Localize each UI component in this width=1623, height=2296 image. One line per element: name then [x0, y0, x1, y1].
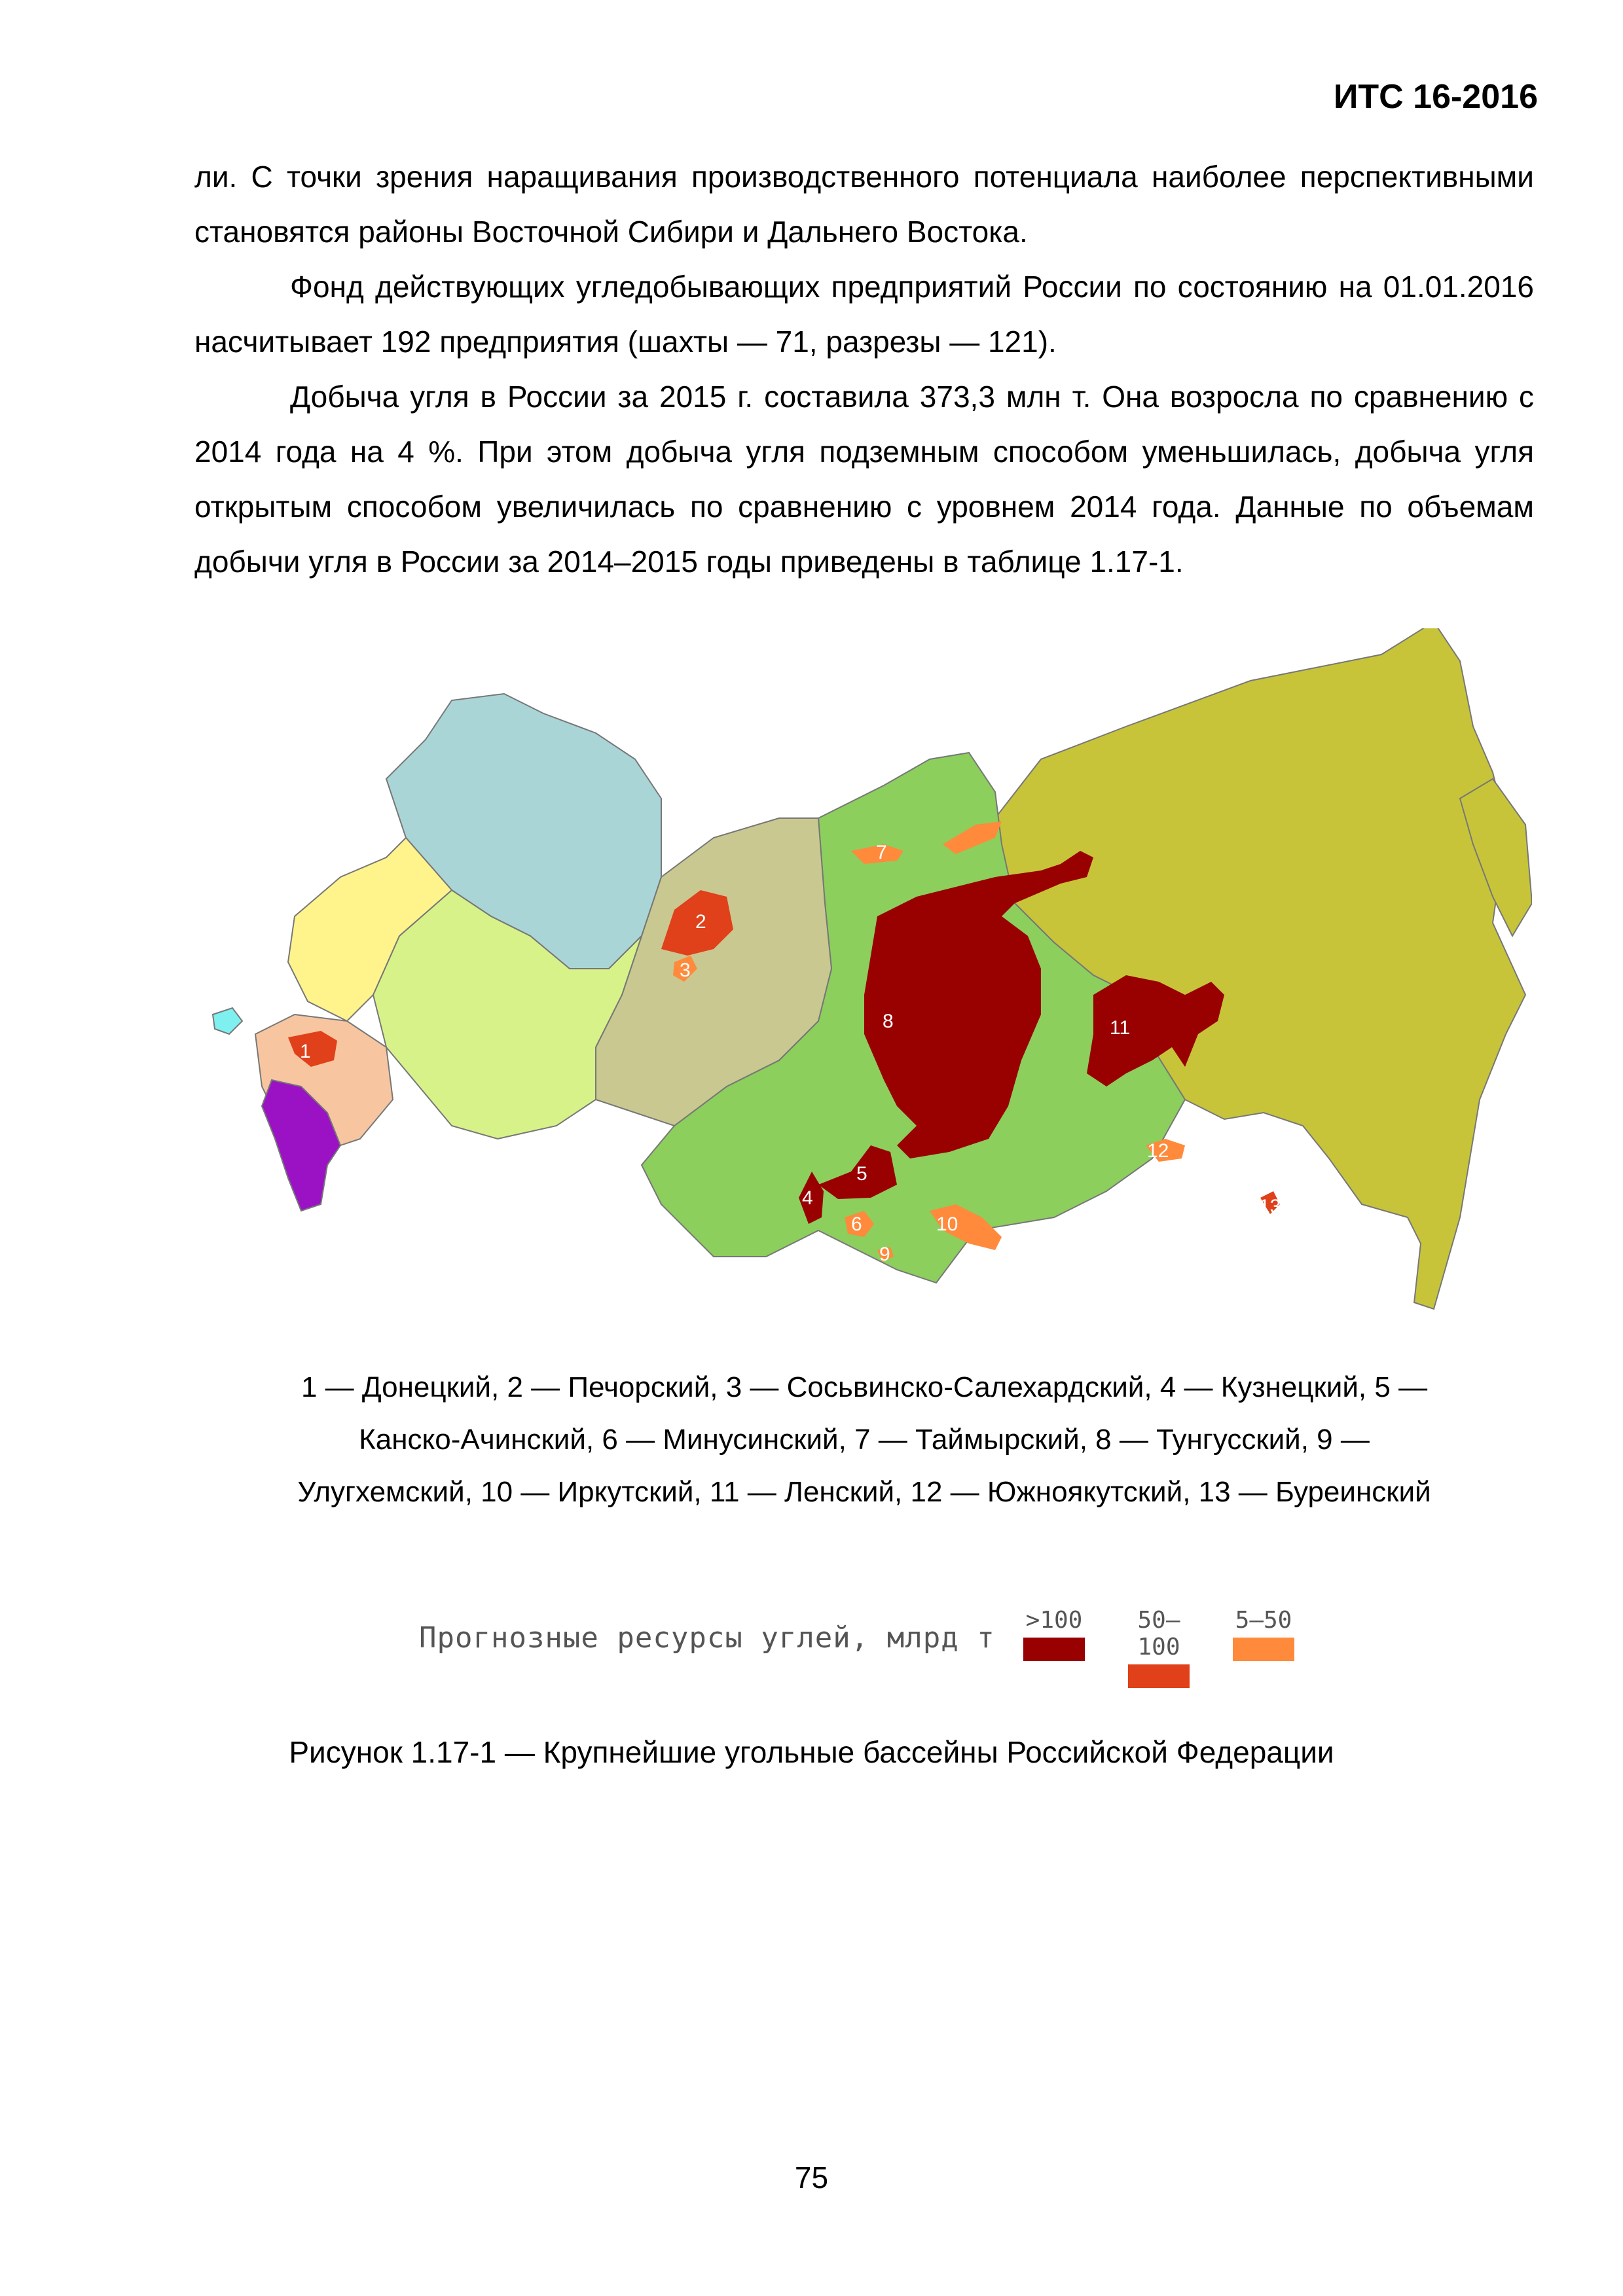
basin-label: 10 — [936, 1213, 958, 1235]
basin-label: 3 — [680, 960, 691, 981]
resource-legend — [419, 1607, 1414, 1672]
legend-label: 50–100 — [1137, 1607, 1180, 1660]
basin-label: 13 — [1259, 1196, 1281, 1217]
body-text — [194, 149, 1534, 589]
basin-label: 8 — [883, 1011, 894, 1032]
basin-label: 9 — [879, 1244, 890, 1265]
region-kaliningrad — [213, 1008, 242, 1034]
paragraph: Фонд действующих угледобывающих предприятий России по состоянию на 01.01.2016 насчитывает 192 предприятия (шахты — 71, разрезы — 121). — [194, 270, 1534, 359]
russia-coal-basins-map — [190, 628, 1532, 1335]
legend-item-5-50 — [1231, 1607, 1296, 1661]
legend-swatch — [1023, 1638, 1085, 1661]
basin-label: 12 — [1147, 1140, 1169, 1162]
legend-item-over-100 — [1021, 1607, 1087, 1661]
basin-list-caption: 1 — Донецкий, 2 — Печорский, 3 — Сосьвинско-Салехардский, 4 — Кузнецкий, 5 — Канско-Ачинский, 6 — Минусинский, 7 — Таймырский, 8 — Тунгусский, 9 — Улугхемский, 10 — Иркутский, 11 — Ленский, 12 — Южноякутский, 13 — Буреинский — [297, 1371, 1431, 1508]
legend-label: 5–50 — [1235, 1607, 1292, 1634]
document-id: ИТС 16-2016 — [1334, 78, 1538, 116]
paragraph: Добыча угля в России за 2015 г. составила 373,3 млн т. Она возросла по сравнению с 2014 года на 4 %. При этом добыча угля подземным способом уменьшилась, добыча угля открытым способом увеличилась по сравнению с уровнем 2014 года. Данные по объемам добычи угля в России за 2014–2015 годы приведены в таблице 1.17-1. — [194, 380, 1534, 579]
paragraph: ли. С точки зрения наращивания производственного потенциала наиболее перспективными становятся районы Восточной Сибири и Дальнего Востока. — [194, 160, 1534, 249]
figure-caption: Рисунок 1.17-1 — Крупнейшие угольные бассейны Российской Федерации — [289, 1735, 1334, 1769]
legend-label: >100 — [1025, 1607, 1083, 1634]
basin-label: 7 — [876, 842, 887, 863]
legend-item-50-100 — [1126, 1607, 1192, 1688]
basin-label: 1 — [300, 1041, 311, 1062]
legend-swatch — [1128, 1664, 1190, 1688]
basin-label: 2 — [695, 911, 706, 933]
page-number: 75 — [794, 2161, 829, 2195]
legend-title: Прогнозные ресурсы углей, млрд т — [419, 1621, 995, 1655]
map-svg — [190, 628, 1532, 1335]
basin-label: 6 — [851, 1213, 862, 1235]
basin-label: 11 — [1110, 1017, 1131, 1039]
basin-label: 5 — [856, 1163, 867, 1185]
legend-swatch — [1233, 1638, 1294, 1661]
basin-label: 4 — [802, 1187, 813, 1209]
